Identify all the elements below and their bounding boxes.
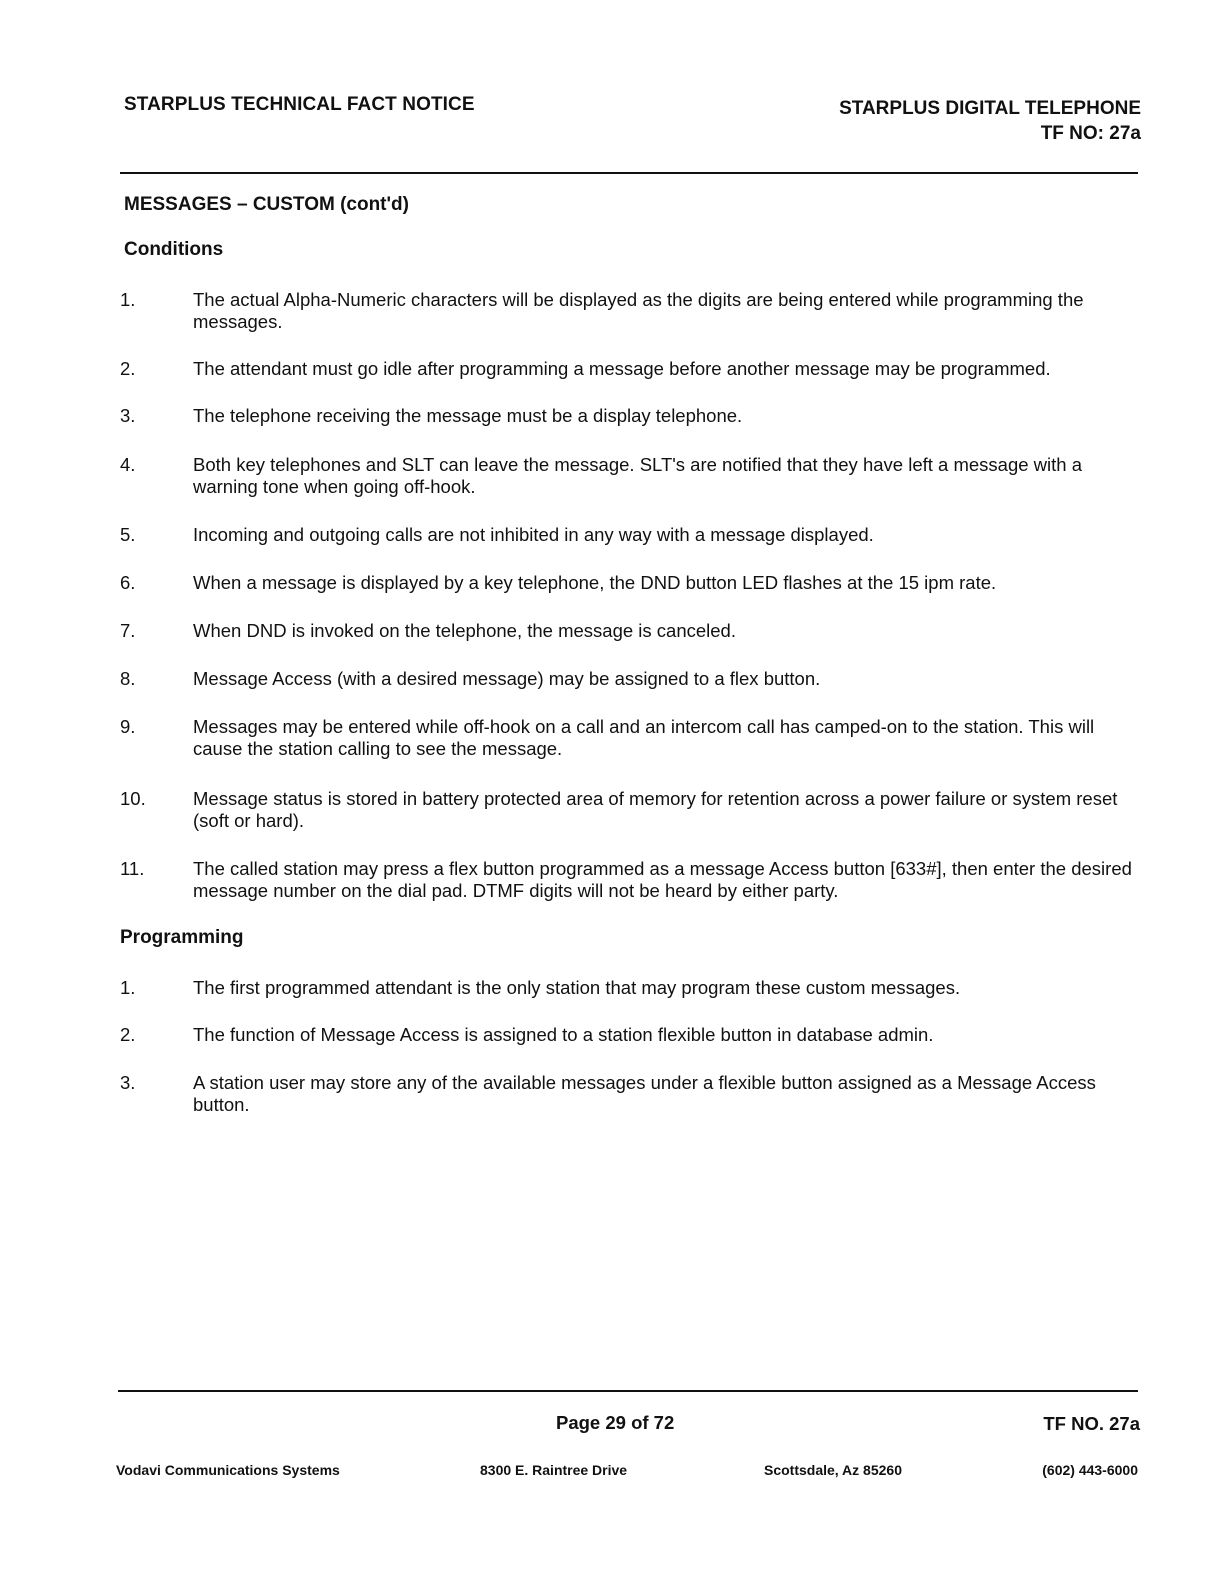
item-number: 9. — [120, 716, 136, 737]
conditions-heading: Conditions — [124, 239, 224, 260]
footer-phone: (602) 443-6000 — [1042, 1462, 1138, 1478]
item-text: The called station may press a flex button programmed as a message Access button [633#], then enter the desired message number on the dial pad. DTMF digits will not be heard by either party. — [193, 858, 1132, 901]
item-number: 3. — [120, 405, 136, 426]
item-text: Incoming and outgoing calls are not inhibited in any way with a message displayed. — [193, 524, 874, 545]
footer-divider — [118, 1390, 1138, 1392]
item-text: The attendant must go idle after programming a message before another message may be programmed. — [193, 358, 1051, 379]
item-text: Both key telephones and SLT can leave the message. SLT's are notified that they have left a message with a warning tone when going off-hook. — [193, 454, 1082, 497]
programming-heading: Programming — [120, 927, 244, 948]
footer-address: 8300 E. Raintree Drive — [480, 1462, 628, 1478]
item-number: 3. — [120, 1072, 136, 1093]
item-text: The actual Alpha-Numeric characters will be displayed as the digits are being entered while programming the messages. — [193, 289, 1084, 332]
item-number: 5. — [120, 524, 136, 545]
item-text: Message status is stored in battery protected area of memory for retention across a power failure or system reset (soft or hard). — [193, 788, 1118, 831]
item-number: 10. — [120, 788, 146, 809]
item-text: A station user may store any of the available messages under a flexible button assigned as a Message Access button. — [193, 1072, 1096, 1115]
header-left-title: STARPLUS TECHNICAL FACT NOTICE — [124, 94, 475, 115]
item-number: 2. — [120, 358, 136, 379]
item-number: 8. — [120, 668, 136, 689]
header-divider — [120, 172, 1138, 174]
item-text: The telephone receiving the message must be a display telephone. — [193, 405, 743, 426]
footer-city: Scottsdale, Az 85260 — [764, 1462, 902, 1478]
item-number: 2. — [120, 1024, 136, 1045]
section-title: MESSAGES – CUSTOM (cont'd) — [124, 194, 409, 215]
footer-page-number: Page 29 of 72 — [556, 1412, 675, 1433]
item-number: 11. — [120, 858, 145, 879]
item-number: 1. — [120, 977, 136, 998]
header-right-title: STARPLUS DIGITAL TELEPHONE — [839, 98, 1141, 119]
header-right-block — [839, 96, 1141, 146]
item-text: When a message is displayed by a key telephone, the DND button LED flashes at the 15 ipm rate. — [193, 572, 997, 593]
item-text: The function of Message Access is assigned to a station flexible button in database admin. — [193, 1024, 934, 1045]
item-number: 7. — [120, 620, 136, 641]
item-text: The first programmed attendant is the only station that may program these custom messages. — [193, 977, 961, 998]
item-text: When DND is invoked on the telephone, the message is canceled. — [193, 620, 736, 641]
footer-tf-number: TF NO. 27a — [1043, 1413, 1140, 1434]
item-number: 6. — [120, 572, 136, 593]
header-tf-number: TF NO: 27a — [1040, 123, 1141, 144]
item-text: Messages may be entered while off-hook on a call and an intercom call has camped-on to the station. This will cause the station calling to see the message. — [193, 716, 1095, 759]
item-number: 4. — [120, 454, 136, 475]
footer-company: Vodavi Communications Systems — [116, 1462, 340, 1478]
item-text: Message Access (with a desired message) may be assigned to a flex button. — [193, 668, 821, 689]
item-number: 1. — [120, 289, 136, 310]
